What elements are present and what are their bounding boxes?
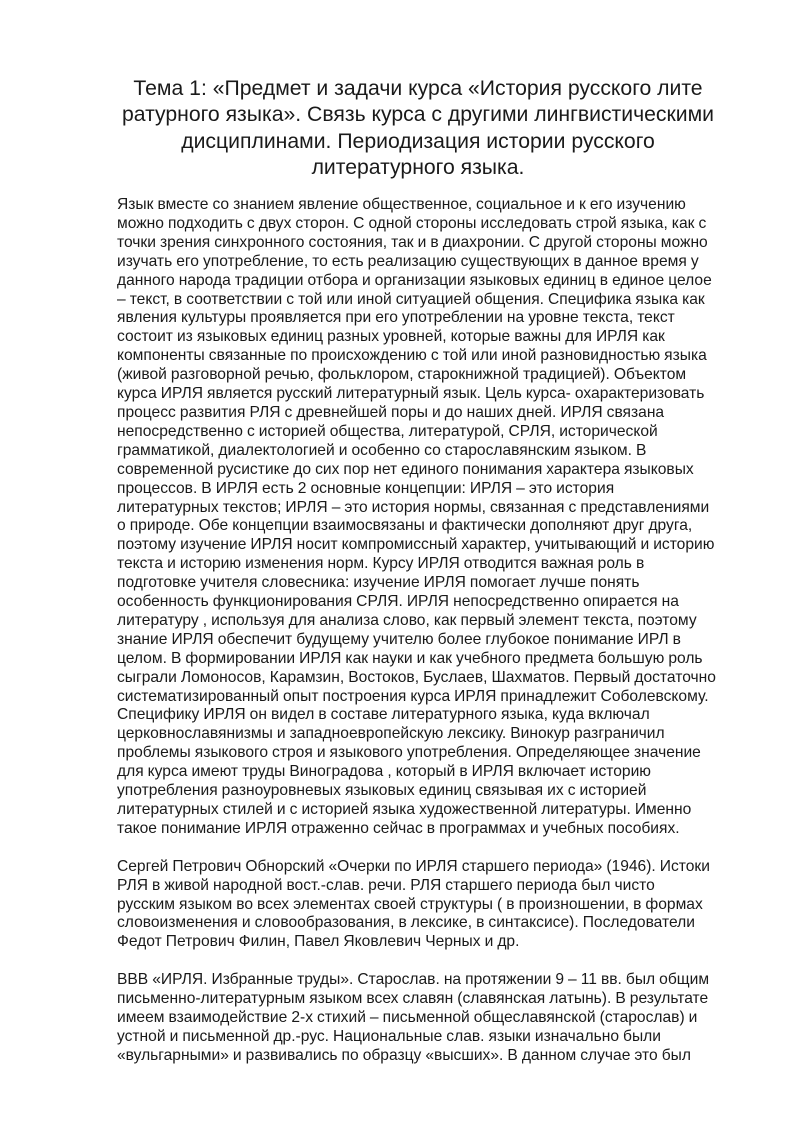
paragraph-line: курса ИРЛЯ является русский литературный язык. Цель курса- охарактеризовать bbox=[117, 385, 705, 403]
paragraph-line: особенность функционирования СРЛЯ. ИРЛЯ непосредственно опирается на bbox=[117, 593, 679, 611]
paragraph-line: Специфику ИРЛЯ он видел в составе литературного языка, куда включал bbox=[117, 706, 650, 724]
paragraph-line: имеем взаимодействие 2-х стихий – письменной общеславянской (старослав) и bbox=[117, 1008, 698, 1026]
paragraph-line: русским языком во всех элементах своей структуры ( в произношении, в формах bbox=[117, 895, 703, 913]
paragraph-line: подготовке учителя словесника: изучение ИРЛЯ помогает лучше понять bbox=[117, 574, 640, 592]
paragraph-line: знание ИРЛЯ обеспечит будущему учителю более глубокое понимание ИРЛ в bbox=[117, 630, 681, 648]
paragraph-line: литературных стилей и с историей языка художественной литературы. Именно bbox=[117, 801, 692, 818]
paragraph bbox=[117, 196, 737, 839]
paragraph-line: письменно-литературным языком всех славян (славянская латынь). В результате bbox=[117, 990, 709, 1008]
paragraph bbox=[117, 858, 737, 953]
paragraph-line: процессов. В ИРЛЯ есть 2 основные концепции: ИРЛЯ – это история bbox=[117, 479, 615, 497]
document-body bbox=[117, 196, 737, 1066]
paragraph-gap bbox=[117, 952, 737, 971]
title-line: Тема 1: «Предмет и задачи курса «История русского лите bbox=[133, 77, 703, 100]
paragraph-line: систематизированный опыт построения курса ИРЛЯ принадлежит Соболевскому. bbox=[117, 687, 709, 705]
paragraph-line: устной и письменной др.-рус. Национальные слав. языки изначально были bbox=[117, 1027, 661, 1045]
paragraph-line: явления культуры проявляется при его употреблении на уровне текста, текст bbox=[117, 309, 675, 327]
paragraph-line: такое понимание ИРЛЯ отраженно сейчас в программах и учебных пособиях. bbox=[117, 819, 680, 837]
paragraph-line: ВВВ «ИРЛЯ. Избранные труды». Старослав. на протяжении 9 – 11 вв. был общим bbox=[117, 971, 710, 989]
paragraph-line: непосредственно с историей общества, литературой, СРЛЯ, исторической bbox=[117, 422, 658, 440]
paragraph-line: (живой разговорной речью, фольклором, старокнижной традицией). Объектом bbox=[117, 366, 687, 384]
paragraph-line: поэтому изучение ИРЛЯ носит компромиссный характер, учитывающий и историю bbox=[117, 536, 715, 554]
paragraph-line: литературных текстов; ИРЛЯ – это история нормы, связанная с представлениями bbox=[117, 498, 710, 516]
paragraph-line: проблемы языкового строя и языкового употребления. Определяющее значение bbox=[117, 744, 701, 762]
paragraph-line: Федот Петрович Филин, Павел Яковлевич Черных и др. bbox=[117, 933, 520, 951]
paragraph-line: процесс развития РЛЯ с древнейшей поры и до наших дней. ИРЛЯ связана bbox=[117, 403, 665, 421]
paragraph-line: текста и историю изменения норм. Курсу ИРЛЯ отводится важная роль в bbox=[117, 555, 645, 573]
document-title bbox=[108, 76, 728, 182]
paragraph-line: словоизменения и словообразования, в лексике, в синтаксисе). Последователи bbox=[117, 914, 695, 932]
paragraph-line: современной русистике до сих пор нет единого понимания характера языковых bbox=[117, 460, 694, 478]
title-line: литературного языка. bbox=[311, 156, 525, 180]
paragraph-line: данного народа традиции отбора и организации языковых единиц в единое целое bbox=[117, 271, 712, 289]
title-line: ратурного языка». Связь курса с другими лингвистическими bbox=[121, 103, 715, 127]
title-line: дисциплинами. Периодизация истории русского bbox=[181, 129, 655, 153]
paragraph-line: – текст, в соответствии с той или иной ситуацией общения. Специфика языка как bbox=[117, 290, 705, 308]
paragraph-line: РЛЯ в живой народной вост.-слав. речи. РЛЯ старшего периода был чисто bbox=[117, 876, 655, 894]
paragraph-line: компоненты связанные по происхождению с той или иной разновидностью языка bbox=[117, 347, 707, 365]
paragraph-line: целом. В формировании ИРЛЯ как науки и как учебного предмета большую роль bbox=[117, 649, 703, 667]
paragraph-line: о природе. Обе концепции взаимосвязаны и фактически дополняют друг друга, bbox=[117, 517, 693, 535]
paragraph bbox=[117, 971, 737, 1066]
paragraph-line: сыграли Ломоносов, Карамзин, Востоков, Буслаев, Шахматов. Первый достаточно bbox=[117, 668, 716, 686]
paragraph-gap bbox=[117, 839, 737, 858]
paragraph-line: состоит из языковых единиц разных уровней, которые важны для ИРЛЯ как bbox=[117, 328, 665, 346]
paragraph-line: церковнославянизмы и западноевропейскую лексику. Винокур разграничил bbox=[117, 725, 665, 743]
paragraph-line: для курса имеют труды Виноградова , который в ИРЛЯ включает историю bbox=[117, 763, 651, 781]
paragraph-line: изучать его употребление, то есть реализацию существующих в данное время у bbox=[117, 252, 699, 270]
paragraph-line: «вульгарными» и развивались по образцу «высших». В данном случае это был bbox=[117, 1046, 691, 1064]
paragraph-line: употребления разноуровневых языковых единиц связывая их с историей bbox=[117, 782, 647, 800]
paragraph-line: Язык вместе со знанием явление общественное, социальное и к его изучению bbox=[117, 196, 686, 213]
paragraph-line: литературу , используя для анализа слово, как первый элемент текста, поэтому bbox=[117, 611, 697, 629]
paragraph-line: можно подходить с двух сторон. С одной стороны исследовать строй языка, как с bbox=[117, 214, 707, 232]
paragraph-line: Сергей Петрович Обнорский «Очерки по ИРЛЯ старшего периода» (1946). Истоки bbox=[117, 857, 710, 875]
paragraph-line: грамматикой, диалектологией и особенно со старославянским языком. В bbox=[117, 441, 647, 459]
paragraph-line: точки зрения синхронного состояния, так и в диахронии. С другой стороны можно bbox=[117, 233, 708, 251]
